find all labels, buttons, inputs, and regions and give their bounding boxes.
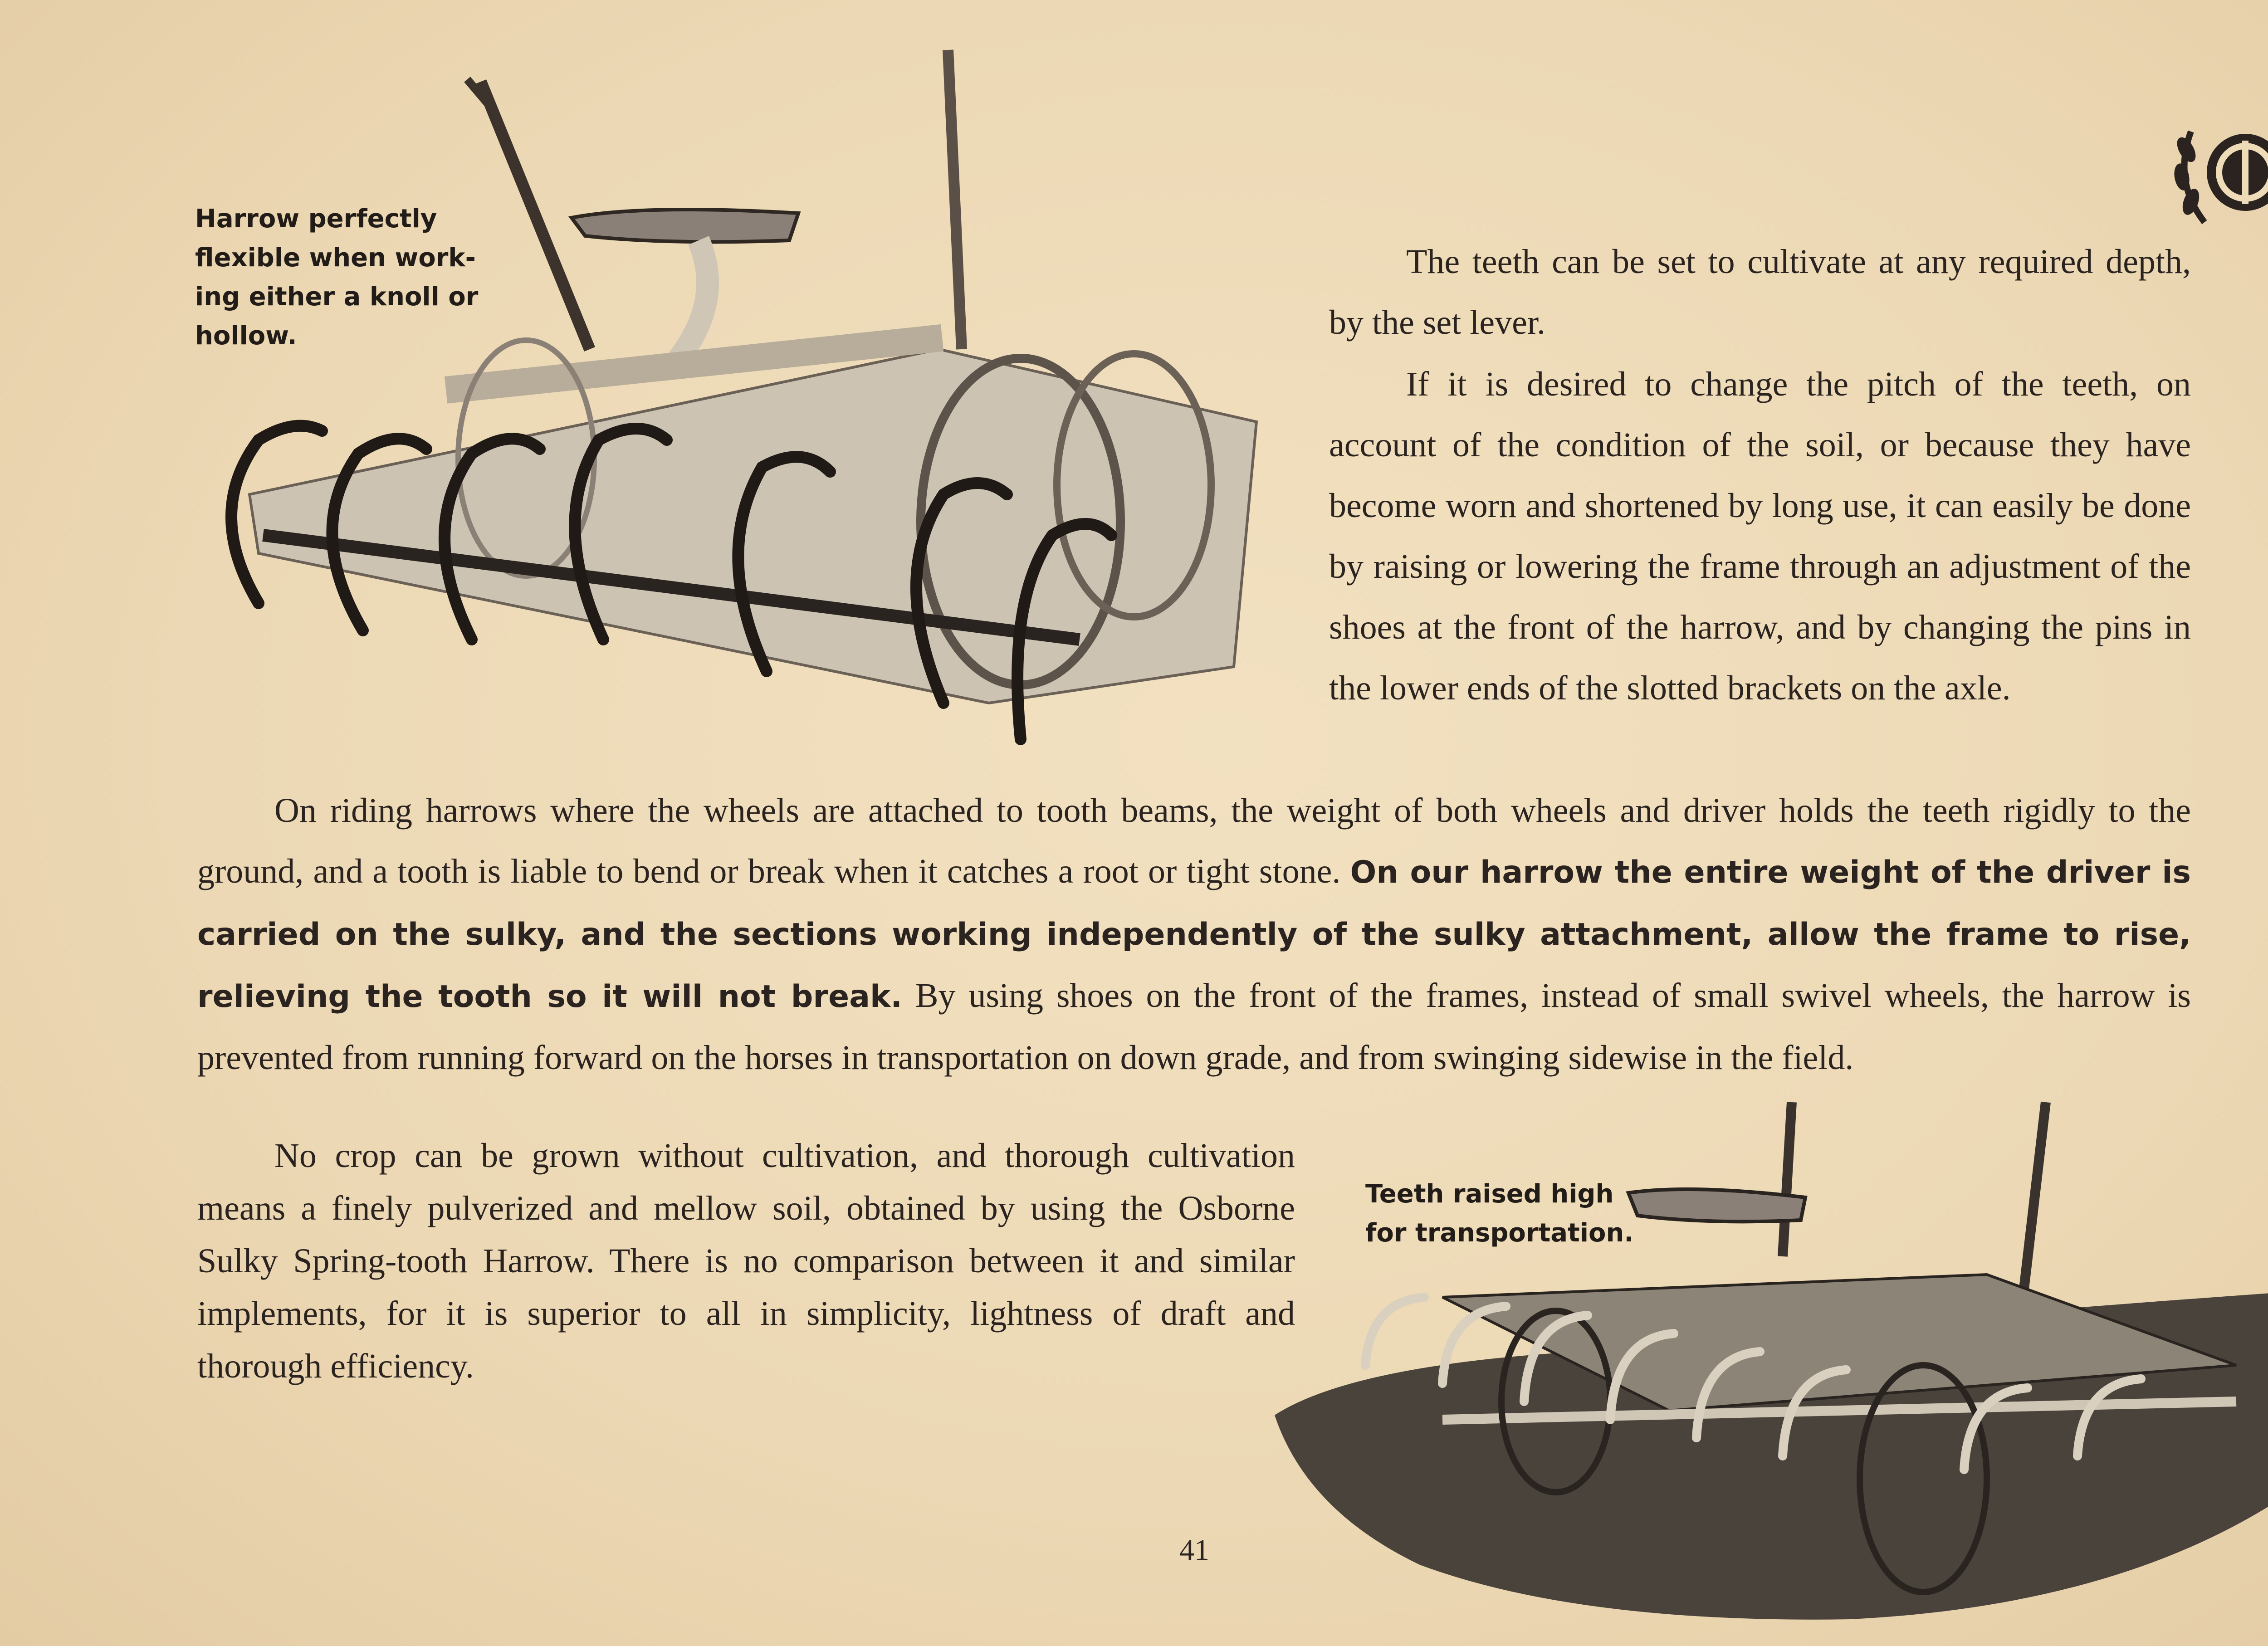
- paragraph-cultivation: No crop can be grown without cultivation, and thorough cultivation means a finely pulverized and mellow soil, obtained by using the Osborne Sulky Spring-tooth Harrow. There is no comparison between it and similar implements, for it is superior to all in simplicity, lightness of draft and thorough efficiency.: [197, 1137, 1295, 1385]
- riding-harrows-bold-text: On our harrow the entire weight of the driver is carried on the sulky, and the sections working independently of the sulky attachment, allow the frame to rise, relieving the tooth so it will not break.: [197, 855, 2191, 1015]
- riding-harrows-end-text: By using shoes on the front of the frames, instead of small swivel wheels, the harrow is prevented from running forward on the horses in transportation on down grade, and from swinging sidewise in the field.: [197, 977, 2191, 1077]
- osborne-wreath-monogram-icon: [2168, 91, 2268, 245]
- riding-harrows-text: On riding harrows where the wheels are attached to tooth beams, the weight of both wheels and driver holds the teeth rigidly to the ground, and a tooth is liable to bend or break when it catches a root or tight stone.: [197, 791, 2191, 890]
- top-illustration-caption: Harrow perfectly flexible when work-ing either a knoll or hollow.: [195, 204, 479, 351]
- sulky-harrow-raised-illustration: [1261, 1084, 2268, 1628]
- bottom-illustration-caption: Teeth raised high for transportation.: [1365, 1179, 1634, 1248]
- sulky-harrow-working-illustration: [191, 32, 1288, 780]
- page-number: 41: [1179, 1534, 1209, 1567]
- paragraph-pitch-adjustment: If it is desired to change the pitch of the teeth, on account of the condition of the soil, or because they have become worn and shortened by long use, it can easily be done by raising or lowering the frame through an adjustment of the shoes at the front of the harrow, and by changing the pins in the lower ends of the slotted brackets on the axle.: [1329, 365, 2191, 707]
- paragraph-riding-harrows: [197, 780, 2191, 1088]
- paragraph-set-lever: The teeth can be set to cultivate at any required depth, by the set lever.: [1329, 243, 2191, 342]
